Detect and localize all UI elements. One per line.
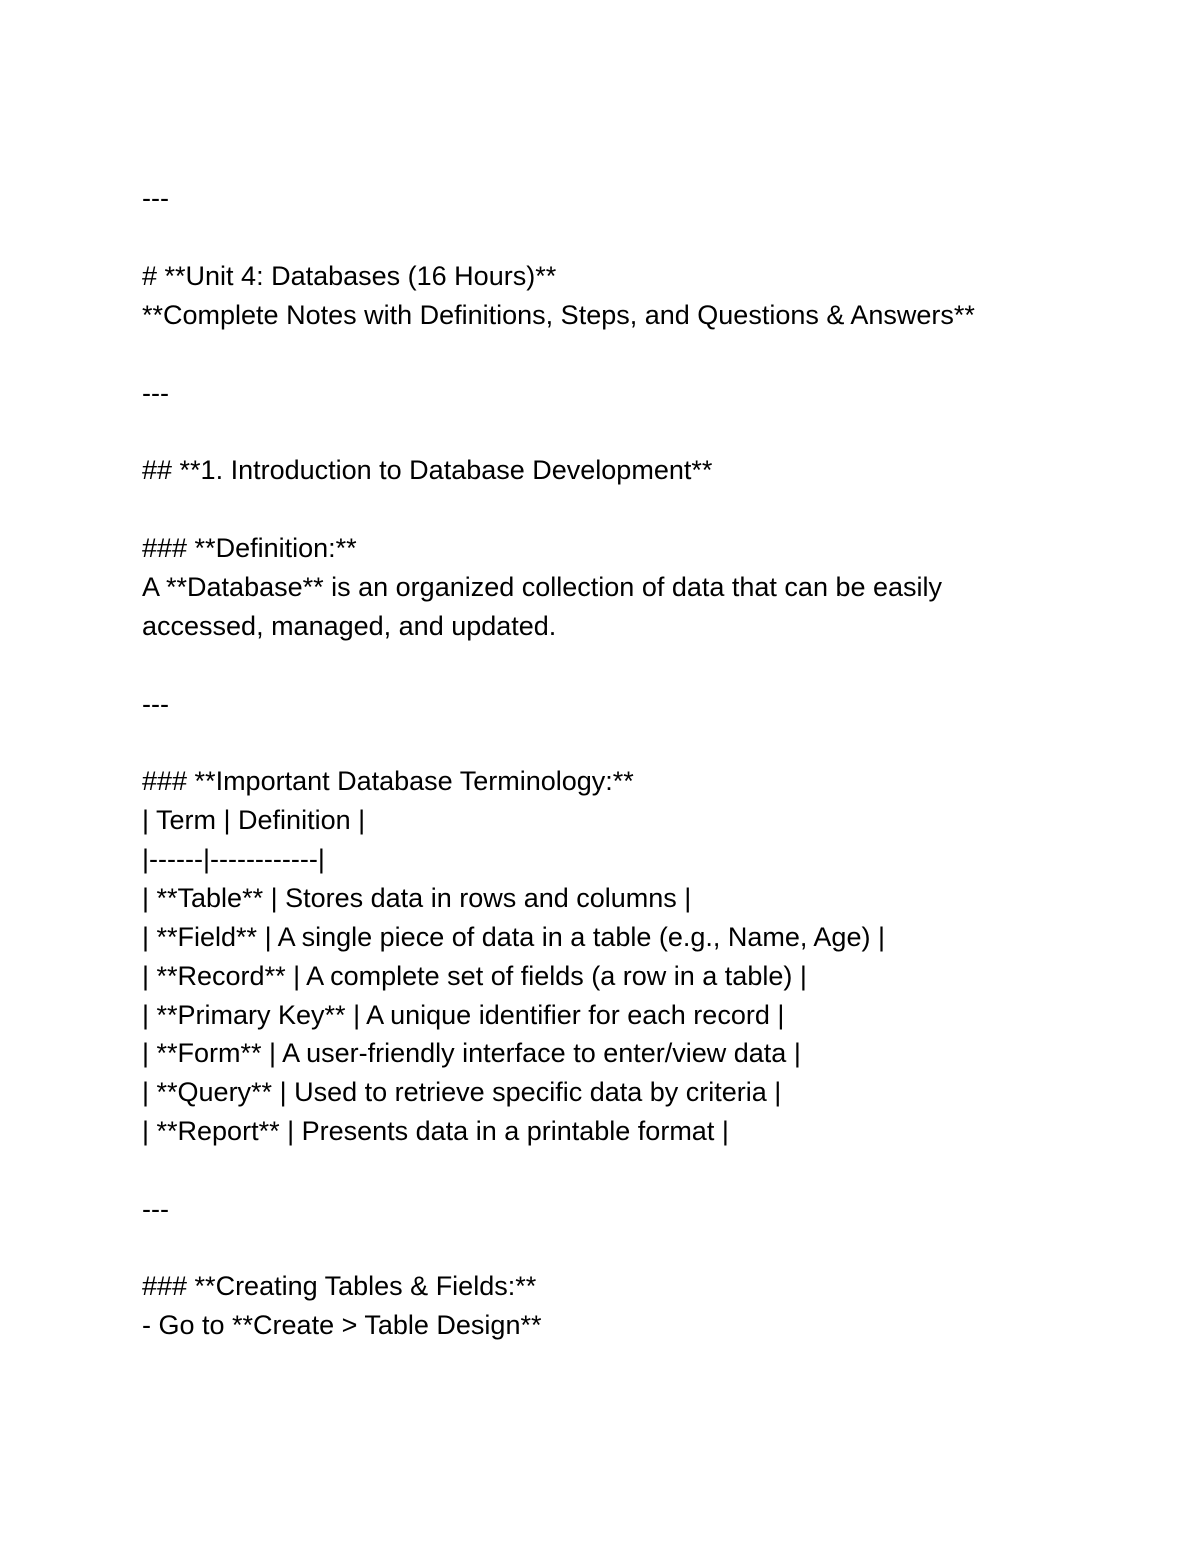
table-row: | **Query** | Used to retrieve specific data by criteria | — [142, 1077, 782, 1107]
table-header-row: | Term | Definition | — [142, 805, 366, 835]
separator: --- — [142, 1194, 169, 1224]
separator: --- — [142, 689, 169, 719]
creating-heading: ### **Creating Tables & Fields:** — [142, 1271, 537, 1301]
list-item: - Go to **Create > Table Design** — [142, 1310, 542, 1340]
section-heading: ## **1. Introduction to Database Development** — [142, 455, 713, 485]
table-row: | **Form** | A user-friendly interface to enter/view data | — [142, 1038, 801, 1068]
table-divider-row: |------|------------| — [142, 844, 325, 874]
table-row: | **Table** | Stores data in rows and columns | — [142, 883, 692, 913]
definition-heading: ### **Definition:** — [142, 533, 357, 563]
terminology-heading: ### **Important Database Terminology:** — [142, 766, 634, 796]
table-row: | **Record** | A complete set of fields (a row in a table) | — [142, 961, 807, 991]
page-subtitle: **Complete Notes with Definitions, Steps, and Questions & Answers** — [142, 300, 975, 330]
page-title: # **Unit 4: Databases (16 Hours)** — [142, 261, 557, 291]
table-row: | **Primary Key** | A unique identifier for each record | — [142, 1000, 785, 1030]
separator: --- — [142, 378, 169, 408]
definition-text: A **Database** is an organized collection of data that can be easily — [142, 572, 943, 602]
table-row: | **Field** | A single piece of data in a table (e.g., Name, Age) | — [142, 922, 885, 952]
table-row: | **Report** | Presents data in a printable format | — [142, 1116, 729, 1146]
separator: --- — [142, 183, 169, 213]
definition-text: accessed, managed, and updated. — [142, 611, 557, 641]
